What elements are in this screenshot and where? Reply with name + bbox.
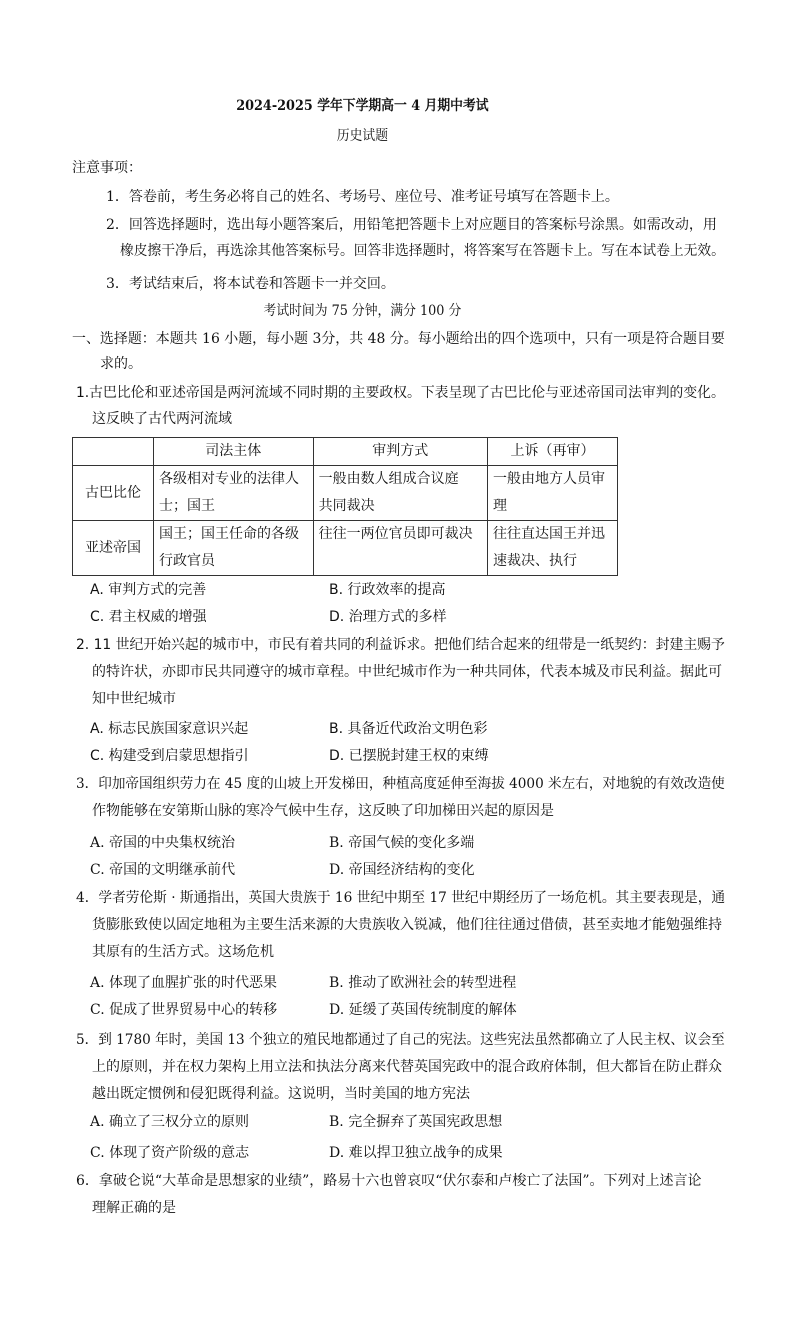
section-heading-line-1: 一、选择题：本题共 16 小题，每小题 3分，共 48 分。每小题给出的四个选项中，只有一项是符合题目要 [72, 331, 725, 347]
table-cell [313, 466, 487, 521]
q6-stem-line-1: 6．拿破仑说“大革命是思想家的业绩”，路易十六也曾哀叹“伏尔泰和卢梭亡了法国”。下列对上述言论 [76, 1173, 702, 1189]
q1-option-b: B. 行政效率的提高 [329, 582, 446, 598]
q5-stem-line-2: 上的原则，并在权力架构上用立法和执法分离来代替英国宪政中的混合政府体制，但大都旨在防止群众 [92, 1059, 722, 1075]
q1-table [72, 437, 618, 576]
exam-title: 2024-2025 学年下学期高一 4 月期中考试 [236, 98, 489, 114]
cell-line: 速裁决、执行 [492, 553, 577, 569]
table-row [73, 521, 618, 576]
table-cell [154, 521, 314, 576]
q4-option-c: C. 促成了世界贸易中心的转移 [90, 1002, 278, 1018]
table-header-cell: 司法主体 [154, 438, 314, 466]
q1-stem-line-1: 1.古巴比伦和亚述帝国是两河流域不同时期的主要政权。下表呈现了古巴比伦与亚述帝国司法审判的变化。 [76, 385, 725, 401]
notice-item-2-line-2: 橡皮擦干净后，再选涂其他答案标号。回答非选择题时，将答案写在答题卡上。写在本试卷上无效。 [120, 243, 725, 259]
section-heading-line-2: 求的。 [100, 356, 142, 372]
q3-stem-line-1: 3．印加帝国组织劳力在 45 度的山坡上开发梯田，种植高度延伸至海拔 4000 米左右，对地貌的有效改造使 [76, 776, 725, 792]
row-label: 亚述帝国 [73, 521, 154, 576]
notice-heading: 注意事项： [72, 160, 142, 176]
cell-line: 一般由地方人员审 [492, 471, 605, 487]
q5-stem-line-3: 越出既定惯例和侵犯既得利益。这说明，当时美国的地方宪法 [92, 1086, 470, 1102]
cell-line: 往往直达国王并迅 [492, 526, 605, 542]
table-cell [313, 521, 487, 576]
q5-stem-line-1: 5．到 1780 年时，美国 13 个独立的殖民地都通过了自己的宪法。这些宪法虽然都确立了人民主权、议会至 [76, 1032, 725, 1048]
exam-time: 考试时间为 75 分钟，满分 100 分 [263, 303, 462, 319]
cell-line: 理 [492, 498, 507, 514]
cell-line: 士；国王 [159, 498, 215, 514]
cell-line: 往往一两位官员即可裁决 [318, 526, 473, 542]
q3-option-a: A. 帝国的中央集权统治 [90, 835, 236, 851]
q3-option-d: D. 帝国经济结构的变化 [329, 862, 475, 878]
q3-option-c: C. 帝国的文明继承前代 [90, 862, 236, 878]
exam-subtitle: 历史试题 [336, 128, 388, 144]
q5-option-d: D. 难以捍卫独立战争的成果 [329, 1145, 503, 1161]
q1-option-d: D. 治理方式的多样 [329, 609, 447, 625]
table-header-cell: 上诉（再审） [487, 438, 617, 466]
q2-option-c: C. 构建受到启蒙思想指引 [90, 748, 249, 764]
q1-stem-line-2: 这反映了古代两河流域 [92, 411, 232, 427]
notice-item-2-line-1: 2．回答选择题时，选出每小题答案后，用铅笔把答题卡上对应题目的答案标号涂黑。如需改动，用 [106, 217, 717, 233]
q1-option-c: C. 君主权威的增强 [90, 609, 207, 625]
table-row [73, 466, 618, 521]
q4-option-b: B. 推动了欧洲社会的转型进程 [329, 975, 517, 991]
table-header-row [73, 438, 618, 466]
q4-stem-line-2: 货膨胀致使以固定地租为主要生活来源的大贵族收入锐减，他们往往通过借债，甚至卖地才能勉强维持 [92, 917, 722, 933]
table-header-cell: 审判方式 [313, 438, 487, 466]
q1-option-a: A. 审判方式的完善 [90, 582, 207, 598]
q3-option-b: B. 帝国气候的变化多端 [329, 835, 475, 851]
q5-option-b: B. 完全摒弃了英国宪政思想 [329, 1114, 503, 1130]
q5-option-c: C. 体现了资产阶级的意志 [90, 1145, 250, 1161]
q2-stem-line-3: 知中世纪城市 [92, 691, 176, 707]
table-cell [487, 466, 617, 521]
q2-stem-line-2: 的特许状，亦即市民共同遵守的城市章程。中世纪城市作为一种共同体，代表本城及市民利益。据此可 [92, 664, 722, 680]
cell-line: 行政官员 [159, 553, 215, 569]
q6-stem-line-2: 理解正确的是 [92, 1200, 176, 1216]
cell-line: 一般由数人组成合议庭 [318, 471, 459, 487]
q4-option-a: A. 体现了血腥扩张的时代恶果 [90, 975, 278, 991]
q3-stem-line-2: 作物能够在安第斯山脉的寒冷气候中生存，这反映了印加梯田兴起的原因是 [92, 803, 554, 819]
q4-option-d: D. 延缓了英国传统制度的解体 [329, 1002, 517, 1018]
row-label: 古巴比伦 [73, 466, 154, 521]
q2-stem-line-1: 2. 11 世纪开始兴起的城市中，市民有着共同的利益诉求。把他们结合起来的纽带是一纸契约：封建主赐予 [76, 637, 725, 653]
q2-option-a: A. 标志民族国家意识兴起 [90, 721, 249, 737]
table-header-cell [73, 438, 154, 466]
table-cell [487, 521, 617, 576]
q2-option-b: B. 具备近代政治文明色彩 [329, 721, 488, 737]
cell-line: 各级相对专业的法律人 [159, 471, 299, 487]
q4-stem-line-3: 其原有的生活方式。这场危机 [92, 944, 274, 960]
table-cell [154, 466, 314, 521]
notice-item-3: 3．考试结束后，将本试卷和答题卡一并交回。 [106, 276, 395, 292]
q5-option-a: A. 确立了三权分立的原则 [90, 1114, 250, 1130]
cell-line: 共同裁决 [318, 498, 375, 514]
cell-line: 国王；国王任命的各级 [159, 526, 299, 542]
q2-option-d: D. 已摆脱封建王权的束缚 [329, 748, 489, 764]
q4-stem-line-1: 4．学者劳伦斯 · 斯通指出，英国大贵族于 16 世纪中期至 17 世纪中期经历了一场危机。其主要表现是，通 [76, 890, 726, 906]
notice-item-1: 1．答卷前，考生务必将自己的姓名、考场号、座位号、准考证号填写在答题卡上。 [106, 189, 619, 205]
